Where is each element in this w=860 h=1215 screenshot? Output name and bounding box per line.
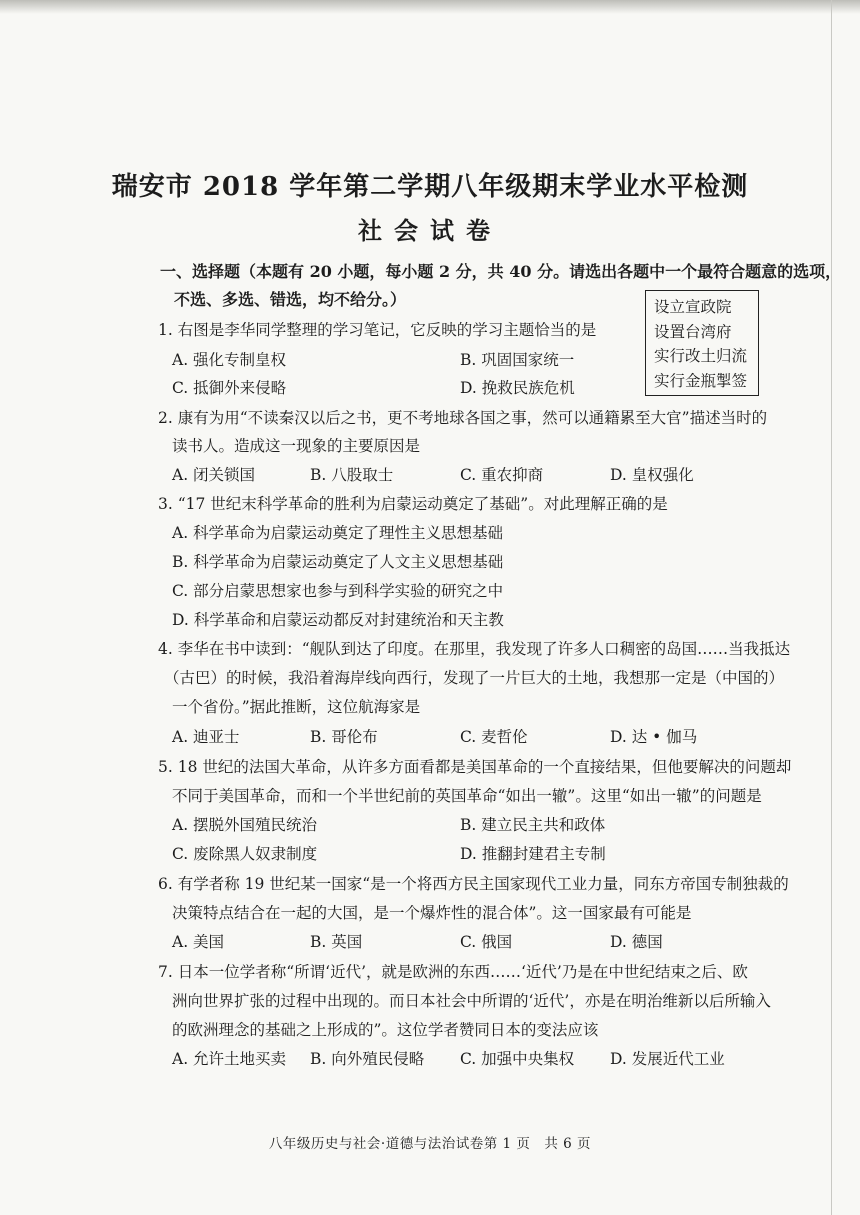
exam-subtitle: 社会试卷 xyxy=(358,216,502,245)
question-6-option-b: B. 英国 xyxy=(310,933,363,951)
exam-title: 瑞安市 2018 学年第二学期八年级期末学业水平检测 xyxy=(111,172,749,202)
question-5-option-d: D. 推翻封建君主专制 xyxy=(460,845,606,863)
question-1-option-d: D. 挽救民族危机 xyxy=(460,379,575,397)
question-1-stem: 1. 右图是李华同学整理的学习笔记，它反映的学习主题恰当的是 xyxy=(158,321,597,339)
question-3-option-b: B. 科学革命为启蒙运动奠定了人文主义思想基础 xyxy=(172,553,504,571)
question-2-option-b: B. 八股取士 xyxy=(310,466,394,484)
note-item: 设置台湾府 xyxy=(654,322,732,341)
note-item: 实行金瓶掣签 xyxy=(654,371,748,390)
note-item: 设立宣政院 xyxy=(654,298,732,316)
question-6-option-a: A. 美国 xyxy=(172,933,225,951)
question-4-option-a: A. 迪亚士 xyxy=(172,728,240,746)
question-5-option-b: B. 建立民主共和政体 xyxy=(460,816,606,834)
question-5-option-a: A. 摆脱外国殖民统治 xyxy=(172,816,318,834)
question-6-stem: 6. 有学者称 19 世纪某一国家“是一个将西方民主国家现代工业力量，同东方帝国专制独裁的 xyxy=(158,875,789,893)
question-2-stem-cont: 读书人。造成这一现象的主要原因是 xyxy=(172,437,421,455)
question-1-option-c: C. 抵御外来侵略 xyxy=(172,379,287,397)
question-7-stem: 7. 日本一位学者称“所谓‘近代’，就是欧洲的东西……‘近代’乃是在中世纪结束之后、欧 xyxy=(158,963,748,981)
question-6-option-c: C. 俄国 xyxy=(460,933,513,951)
question-4-option-c: C. 麦哲伦 xyxy=(460,728,528,746)
note-item: 实行改土归流 xyxy=(654,347,748,365)
question-6-stem-cont: 决策特点结合在一起的大国，是一个爆炸性的混合体”。这一国家最有可能是 xyxy=(172,904,692,922)
question-5-stem: 5. 18 世纪的法国大革命，从许多方面看都是美国革命的一个直接结果，但他要解决的问题却 xyxy=(158,758,792,776)
question-7-stem-cont2: 的欧洲理念的基础之上形成的”。这位学者赞同日本的变法应该 xyxy=(172,1021,599,1039)
question-7-option-a: A. 允许土地买卖 xyxy=(172,1050,287,1068)
question-3-option-c: C. 部分启蒙思想家也参与到科学实验的研究之中 xyxy=(172,582,504,600)
question-7-stem-cont: 洲向世界扩张的过程中出现的。而日本社会中所谓的‘近代’，亦是在明治维新以后所输入 xyxy=(172,992,771,1010)
question-1-option-a: A. 强化专制皇权 xyxy=(172,351,287,369)
question-3-option-d: D. 科学革命和启蒙运动都反对封建统治和天主教 xyxy=(172,611,504,629)
question-2-option-c: C. 重农抑商 xyxy=(460,466,544,484)
question-7-option-b: B. 向外殖民侵略 xyxy=(310,1050,425,1068)
question-3-option-a: A. 科学革命为启蒙运动奠定了理性主义思想基础 xyxy=(172,524,504,542)
question-4-stem: 4. 李华在书中读到：“舰队到达了印度。在那里，我发现了许多人口稠密的岛国……当我抵达 xyxy=(158,640,791,658)
question-7-option-d: D. 发展近代工业 xyxy=(610,1050,725,1068)
question-2-option-d: D. 皇权强化 xyxy=(610,466,694,484)
page-footer: 八年级历史与社会·道德与法治试卷第 1 页 共 6 页 xyxy=(268,1136,592,1152)
question-5-stem-cont: 不同于美国革命，而和一个半世纪前的英国革命“如出一辙”。这里“如出一辙”的问题是 xyxy=(172,787,762,805)
question-4-stem-cont2: 一个省份。”据此推断，这位航海家是 xyxy=(172,698,421,716)
question-4-option-b: B. 哥伦布 xyxy=(310,728,378,746)
question-6-option-d: D. 德国 xyxy=(610,933,663,951)
question-4-option-d: D. 达 • 伽马 xyxy=(610,728,698,746)
study-notes-box xyxy=(645,290,759,396)
question-4-stem-cont: （古巴）的时候，我沿着海岸线向西行，发现了一片巨大的土地，我想那一定是（中国的） xyxy=(164,669,785,687)
section-heading: 一、选择题（本题有 20 小题，每小题 2 分，共 40 分。请选出各题中一个最符合题意的选项， xyxy=(160,262,842,281)
question-2-option-a: A. 闭关锁国 xyxy=(172,466,256,484)
question-5-option-c: C. 废除黑人奴隶制度 xyxy=(172,845,318,863)
question-1-option-b: B. 巩固国家统一 xyxy=(460,351,575,369)
question-7-option-c: C. 加强中央集权 xyxy=(460,1050,575,1068)
question-2-stem: 2. 康有为用“不读秦汉以后之书，更不考地球各国之事，然可以通籍累至大官”描述当时的 xyxy=(158,409,768,427)
scan-top-edge xyxy=(0,0,860,14)
question-3-stem: 3. “17 世纪末科学革命的胜利为启蒙运动奠定了基础”。对此理解正确的是 xyxy=(158,495,668,513)
section-heading-cont: 不选、多选、错选，均不给分。） xyxy=(174,290,407,309)
